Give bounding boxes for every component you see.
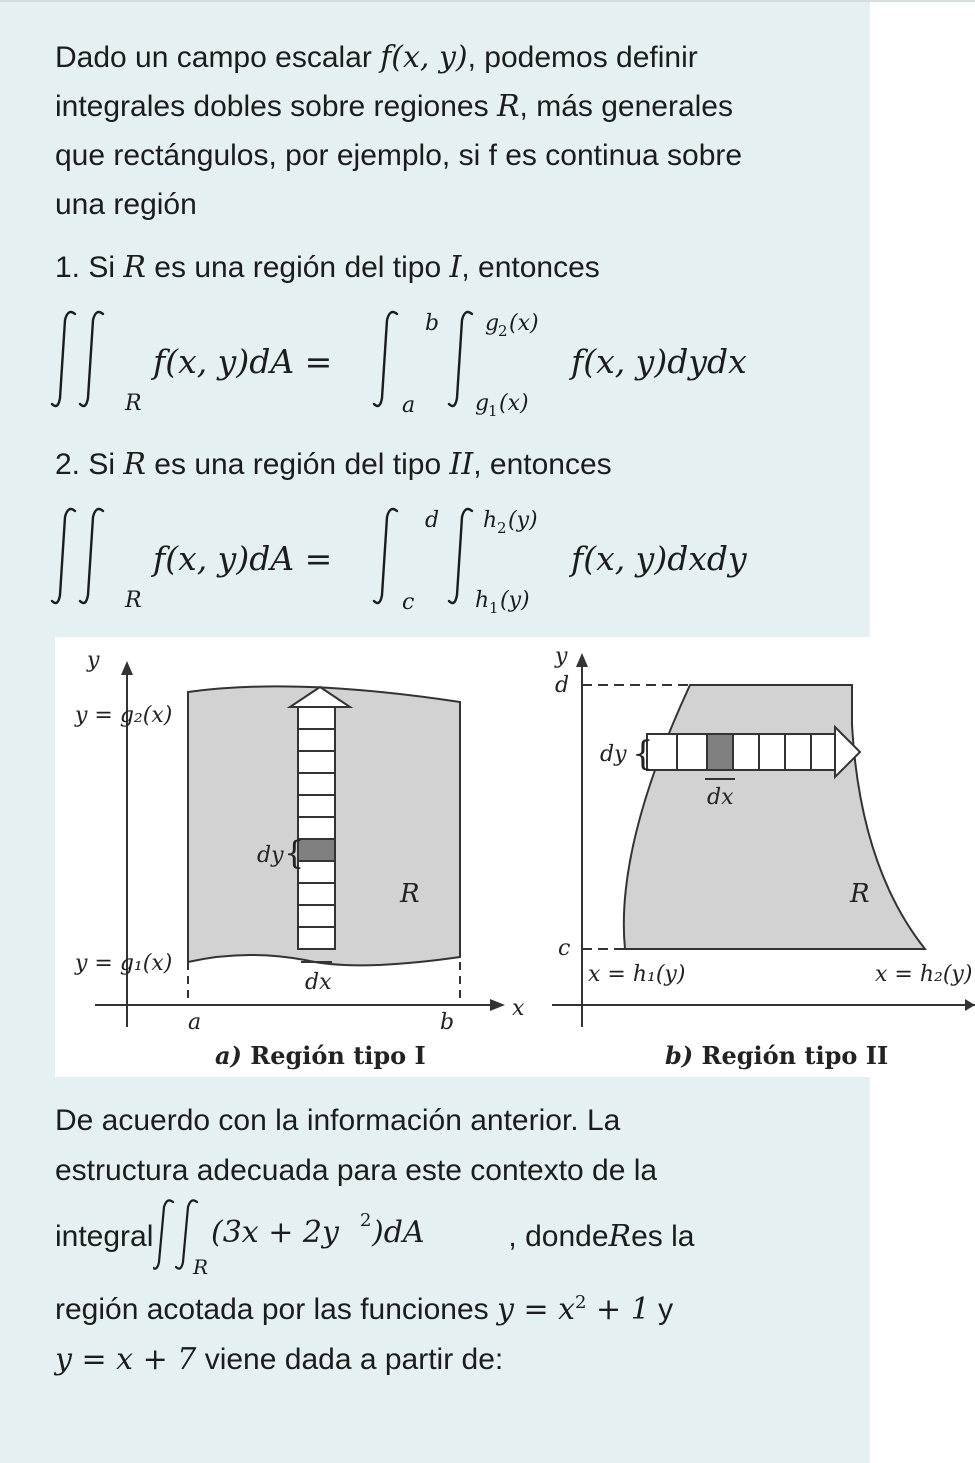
strip-cell [298, 883, 335, 905]
y-axis-label: y [555, 644, 568, 669]
integral-lower-R: R [193, 1255, 209, 1278]
top-curve-label: y = g₂(x) [75, 703, 173, 728]
dx-label: dx [305, 970, 332, 995]
intro-line-4: una región [55, 188, 197, 221]
question-line-2: estructura adecuada para este contexto de la [55, 1154, 658, 1187]
region-R-label: R [850, 879, 870, 909]
upper-arg: (x) [509, 311, 539, 336]
outer-upper-limit: d [425, 508, 440, 533]
caption-body: Región tipo I [241, 1041, 426, 1070]
lower-fn: h [475, 588, 490, 613]
integral-lower-R: R [125, 588, 142, 613]
intro-line-2 [55, 82, 855, 131]
question-text: viene dada a partir de: [196, 1343, 504, 1376]
top-divider [0, 0, 975, 2]
caption-letter: a) [215, 1041, 242, 1070]
y-axis-arrow [121, 661, 133, 675]
math-R: R [123, 250, 146, 285]
lower-sub: 1 [489, 599, 499, 617]
caption-text [665, 1041, 888, 1070]
caption-text [215, 1041, 426, 1070]
strip-cell [733, 734, 759, 770]
y-axis-arrow [576, 653, 588, 667]
inner-upper-limit [485, 311, 539, 340]
intro-text: , podemos definir [467, 41, 698, 74]
item2-text: es una región del tipo [145, 448, 450, 481]
question-text: integral [55, 1220, 154, 1253]
math-function-2: y = x + 7 [55, 1342, 197, 1377]
rhs-integrand: f(x, y)dxdy [571, 539, 747, 578]
x-axis-arrow [965, 999, 975, 1011]
lhs-integrand: f(x, y)dA = [153, 539, 333, 578]
lhs-integrand: f(x, y)dA = [153, 342, 333, 381]
inner-lower-limit [475, 588, 530, 617]
intro-line-1 [55, 33, 855, 82]
intro-text: , más generales [519, 90, 733, 123]
math-R: R [123, 447, 146, 482]
item2-prefix: 2. Si [55, 448, 124, 481]
strip-cell [677, 734, 707, 770]
region-R-shape [624, 685, 925, 949]
diagram-region-type-1 [74, 648, 525, 1070]
lower-sub: 1 [488, 402, 498, 420]
strip-cell [759, 734, 785, 770]
upper-sub: 2 [498, 322, 508, 340]
question-integral [153, 1196, 508, 1278]
question-line-4 [55, 1278, 855, 1335]
y-axis-label: y [87, 648, 100, 673]
upper-fn: g [485, 311, 500, 336]
formula-type-2 [55, 497, 855, 627]
strip-cell [298, 729, 335, 751]
outer-upper-limit: b [425, 311, 440, 336]
item1-prefix: 1. Si [55, 251, 124, 284]
outer-integral-sign [374, 509, 397, 603]
inner-lower-limit [475, 391, 529, 420]
double-integral-sign [153, 1200, 197, 1268]
upper-fn: h [483, 508, 498, 533]
question-line-1: De acuerdo con la información anterior. La [55, 1104, 621, 1137]
c-tick-label: c [558, 936, 571, 961]
strip-cell [298, 751, 335, 773]
strip-cell [298, 707, 335, 729]
intro-line-3: que rectángulos, por ejemplo, si f es continua sobre [55, 139, 743, 172]
item2-suffix: , entonces [473, 448, 612, 481]
item1-heading [55, 243, 855, 292]
d-tick-label: d [555, 673, 570, 698]
x-axis-arrow [490, 999, 505, 1011]
integrand-part-a: (3x + 2y [211, 1215, 340, 1250]
strip-cell [298, 773, 335, 795]
formula-type-1 [55, 300, 855, 430]
rhs-integrand: f(x, y)dydx [571, 342, 747, 381]
math-R: R [496, 89, 520, 124]
item1-text: es una región del tipo [145, 251, 450, 284]
math-type-I: I [449, 250, 462, 285]
right-curve-label: x = h₂(y) [875, 962, 973, 987]
strip-cell [298, 905, 335, 927]
strip-cell [785, 734, 811, 770]
b-tick-label: b [440, 1010, 455, 1035]
double-integral-sign [52, 312, 103, 406]
diagram-region-type-2 [552, 644, 975, 1070]
question-text: , donde [508, 1220, 609, 1253]
caption-type-1 [215, 1041, 426, 1070]
intro-paragraph [55, 33, 855, 229]
integral-lower-R: R [125, 391, 142, 416]
integrand-part-b: )dA [372, 1215, 425, 1250]
math-R: R [608, 1219, 632, 1254]
lower-arg: (y) [500, 588, 530, 613]
strip-cell-highlighted [707, 734, 733, 770]
outer-lower-limit: c [402, 590, 415, 615]
question-paragraph [55, 1096, 855, 1385]
dy-label: dy [600, 742, 627, 767]
inner-upper-limit [483, 508, 538, 537]
upper-arg: (y) [508, 508, 538, 533]
dy-brace: { [284, 834, 305, 872]
math-function-1: y = x [496, 1292, 576, 1327]
question-line-5 [55, 1335, 855, 1385]
item1-suffix: , entonces [461, 251, 600, 284]
lower-fn: g [475, 391, 490, 416]
dy-label: dy [257, 843, 284, 868]
region-R-label: R [400, 879, 420, 909]
lower-arg: (x) [499, 391, 529, 416]
math-function-1-tail: + 1 [586, 1292, 650, 1327]
math-type-II: II [449, 447, 474, 482]
outer-lower-limit: a [402, 393, 416, 418]
left-curve-label: x = h₁(y) [588, 962, 686, 987]
question-text: es la [631, 1220, 695, 1253]
caption-body: Región tipo II [693, 1041, 889, 1070]
strip-cell [811, 734, 835, 770]
intro-text: integrales dobles sobre regiones [55, 90, 497, 123]
inner-integral-sign [449, 312, 472, 406]
upper-sub: 2 [497, 519, 507, 537]
math-fxy: f(x, y) [380, 40, 468, 75]
question-text: región acotada por las funciones [55, 1293, 497, 1326]
horizontal-strip [647, 727, 860, 777]
math-exponent: 2 [575, 1292, 587, 1313]
x-axis-label: x [512, 996, 525, 1021]
intro-text: Dado un campo escalar [55, 41, 381, 74]
question-text: y [649, 1293, 674, 1326]
double-integral-sign [52, 509, 103, 603]
outer-integral-sign [374, 312, 397, 406]
bottom-curve-label: y = g₁(x) [75, 951, 173, 976]
strip-cell [298, 795, 335, 817]
dy-brace: { [632, 734, 654, 774]
dx-label: dx [707, 785, 734, 810]
item2-heading [55, 440, 855, 489]
integrand-exponent: 2 [360, 1210, 372, 1231]
question-line-3 [55, 1196, 855, 1278]
caption-letter: b) [665, 1041, 694, 1070]
a-tick-label: a [188, 1010, 202, 1035]
strip-cell [298, 927, 335, 949]
region-types-figure [55, 637, 975, 1077]
inner-integral-sign [449, 509, 472, 603]
caption-type-2 [665, 1041, 888, 1070]
